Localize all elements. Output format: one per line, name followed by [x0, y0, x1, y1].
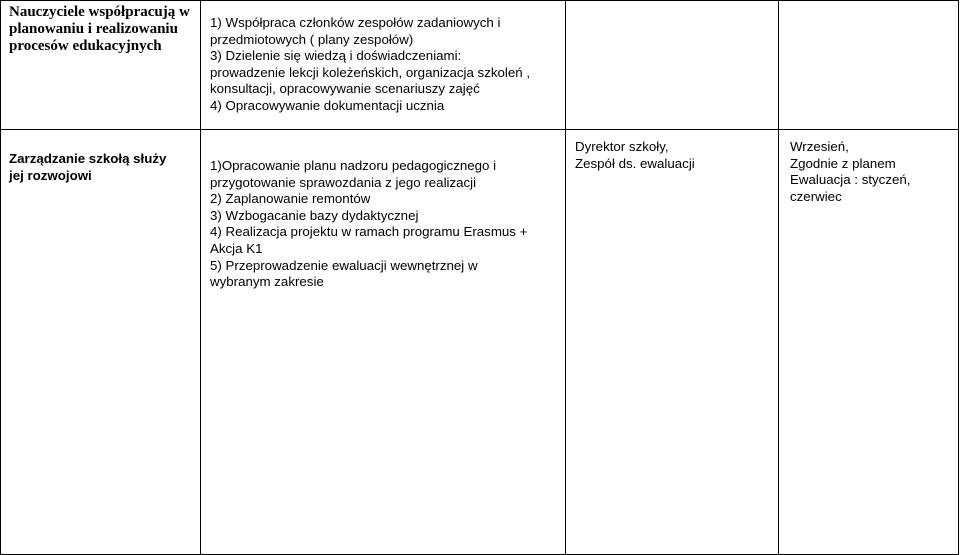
task-line: 5) Przeprowadzenie ewaluacji wewnętrznej w	[210, 257, 478, 273]
responsible-line: Dyrektor szkoły,	[575, 139, 669, 154]
deadline-cell	[779, 130, 959, 555]
area-line: Zarządzanie szkołą służy	[9, 151, 167, 166]
area-cell	[1, 1, 201, 130]
area-line: planowaniu i realizowaniu	[9, 21, 178, 37]
responsible-cell	[566, 130, 779, 555]
task-line: prowadzenie lekcji koleżeńskich, organizacja szkoleń ,	[210, 64, 531, 80]
task-line: 4) Realizacja projektu w ramach programu Erasmus +	[210, 224, 528, 240]
deadline-line: Ewaluacja : styczeń,	[790, 172, 911, 188]
task-line: 3) Wzbogacanie bazy dydaktycznej	[210, 207, 419, 223]
task-line: 3) Dzielenie się wiedzą i doświadczeniami:	[210, 48, 462, 64]
task-line: 1) Współpraca członków zespołów zadaniowych i	[210, 15, 501, 30]
deadline-line: czerwiec	[790, 188, 842, 204]
deadline-cell	[779, 1, 959, 130]
area-cell	[1, 130, 201, 555]
task-line: wybranym zakresie	[210, 274, 324, 290]
tasks-cell	[201, 130, 566, 555]
task-line: przygotowanie sprawozdania z jego realizacji	[210, 174, 477, 190]
responsible-line: Zespół ds. ewaluacji	[575, 155, 695, 171]
tasks-cell	[201, 1, 566, 130]
responsible-cell	[566, 1, 779, 130]
area-line: procesów edukacyjnych	[9, 38, 162, 54]
task-line: 4) Opracowywanie dokumentacji ucznia	[210, 97, 445, 113]
area-line: Nauczyciele współpracują w	[9, 4, 190, 20]
deadline-line: Wrzesień,	[790, 139, 849, 154]
task-line: przedmiotowych ( plany zespołów)	[210, 31, 414, 47]
table-row	[1, 1, 959, 130]
task-line: Akcja K1	[210, 240, 263, 256]
task-line: 1)Opracowanie planu nadzoru pedagogicznego i	[210, 158, 497, 173]
table-row	[1, 130, 959, 555]
deadline-line: Zgodnie z planem	[790, 155, 896, 171]
task-line: konsultacji, opracowywanie scenariuszy zajęć	[210, 81, 480, 97]
area-line: jej rozwojowi	[9, 167, 92, 183]
task-line: 2) Zaplanowanie remontów	[210, 191, 371, 207]
